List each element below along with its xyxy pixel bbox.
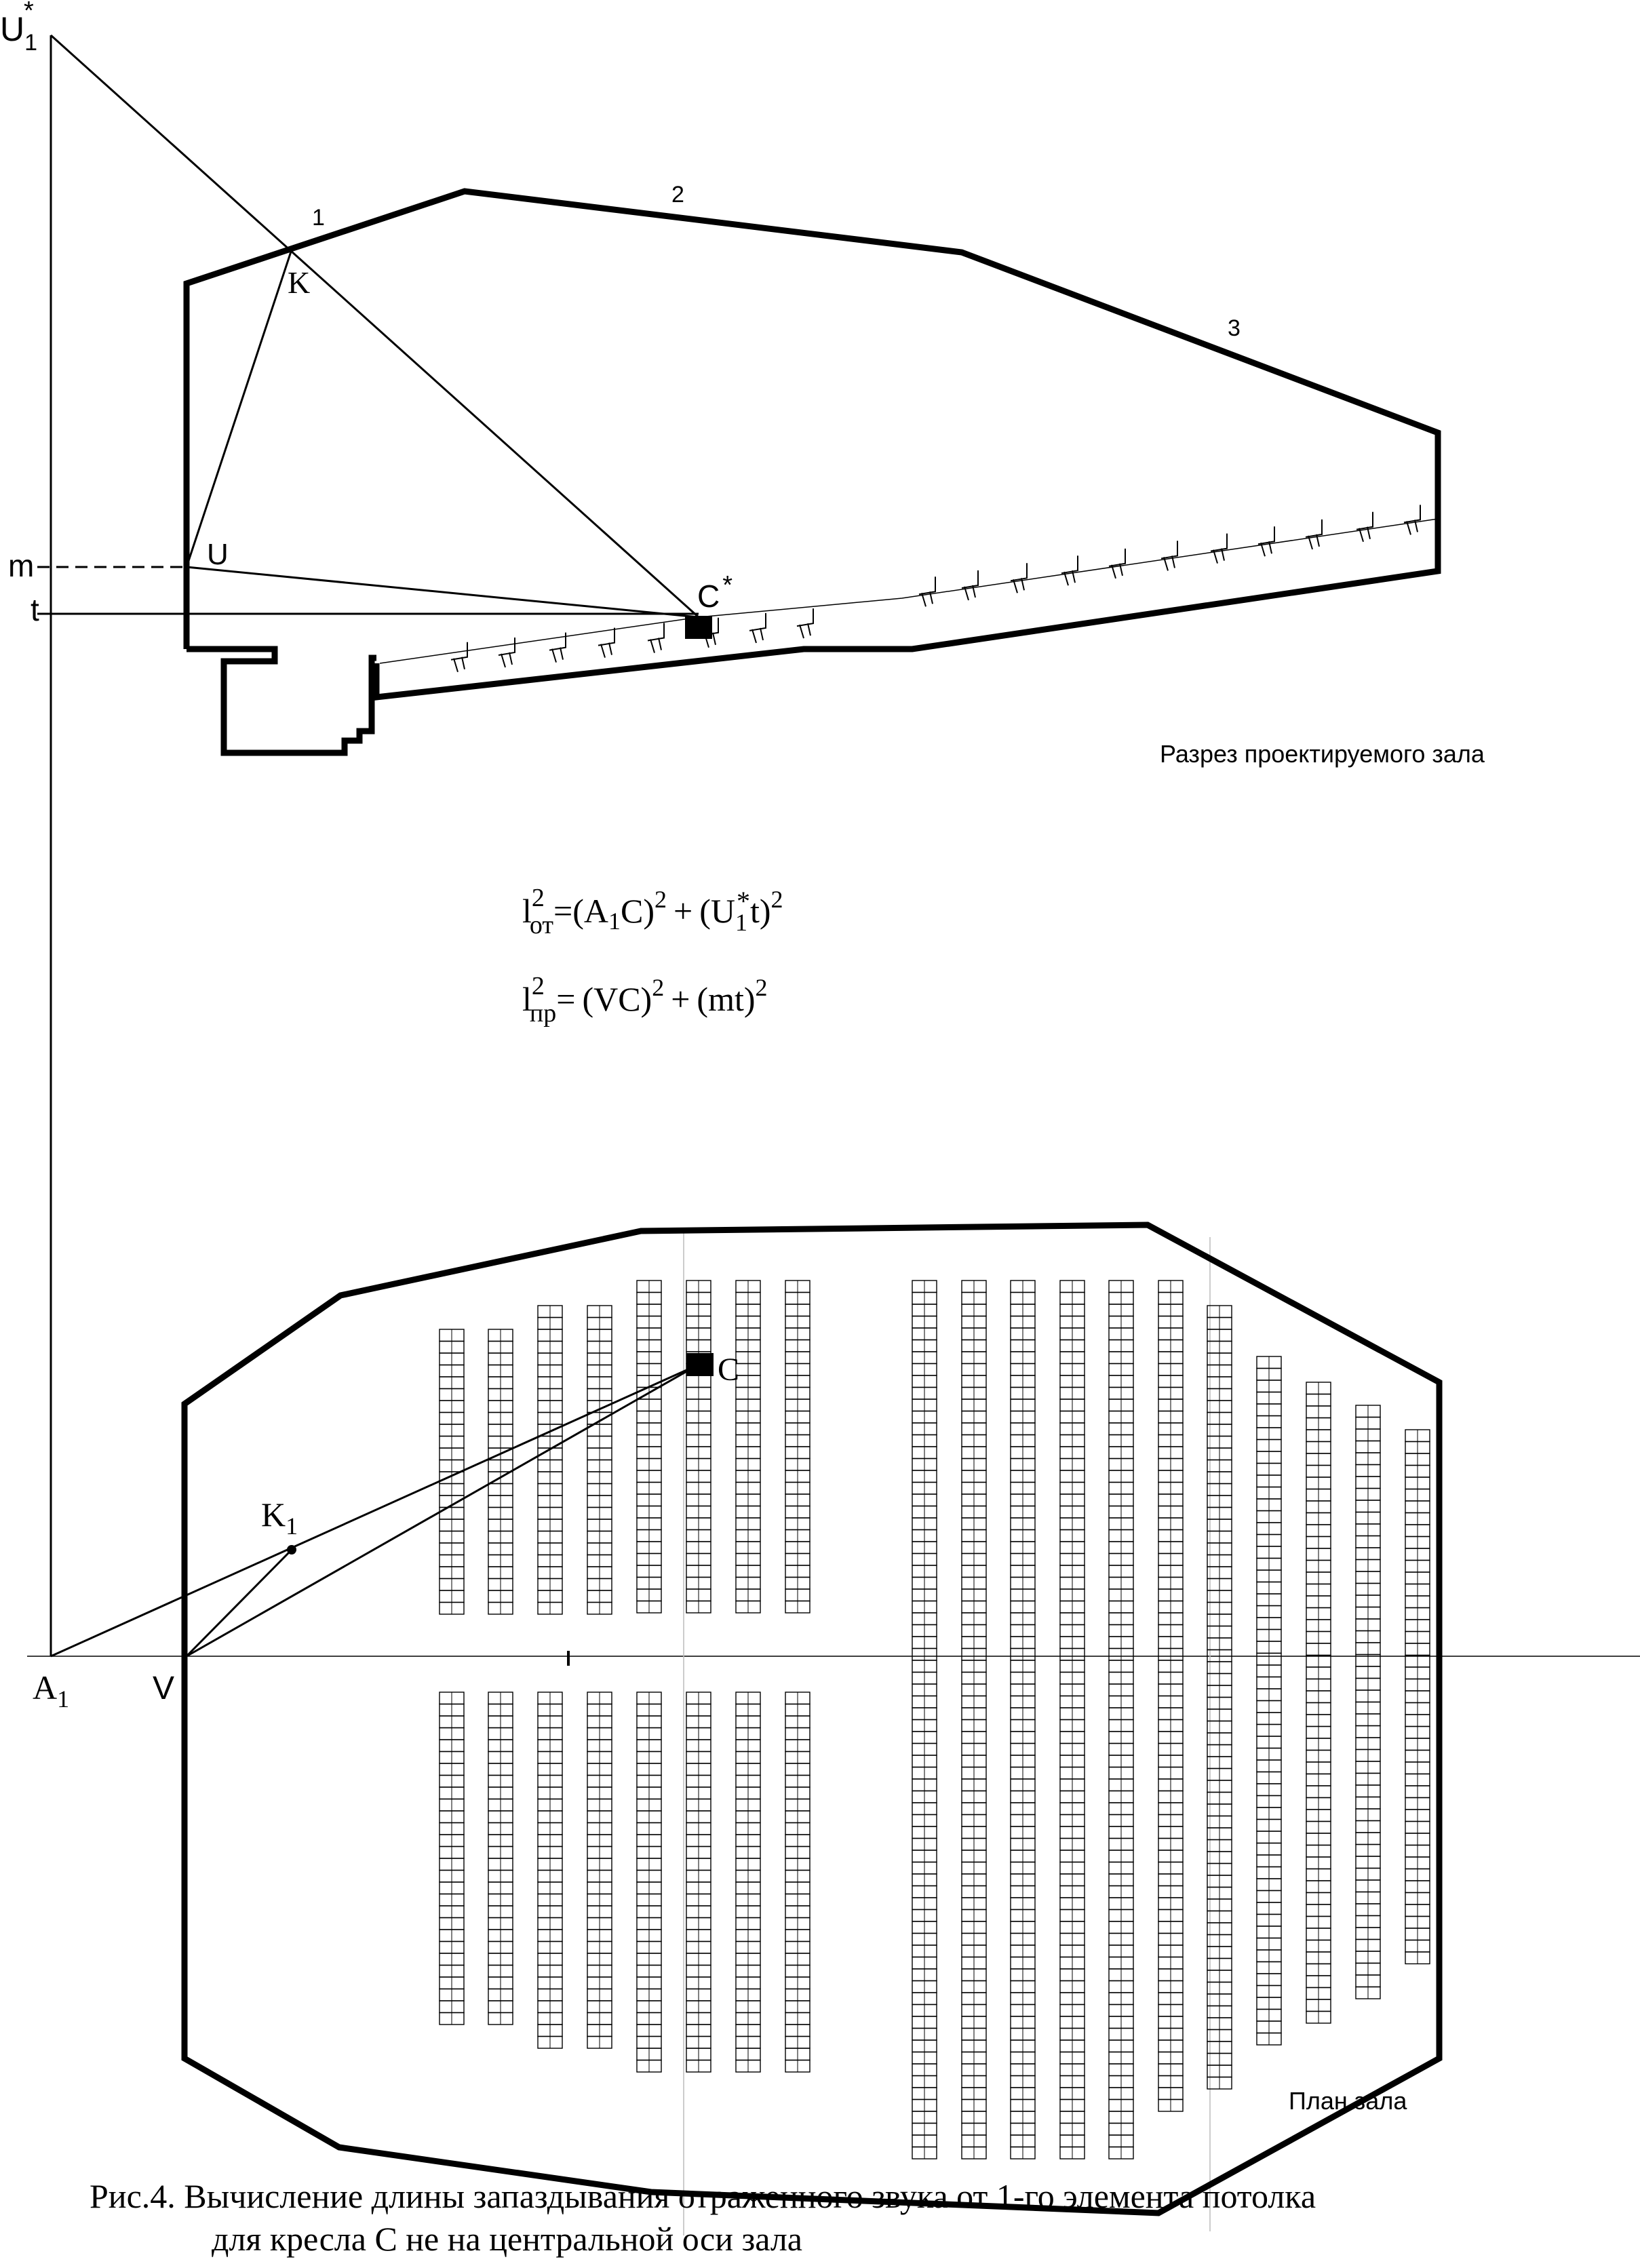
section-seat: [648, 623, 664, 653]
line-u1-cstar: [51, 35, 699, 617]
plan-view: [27, 1225, 1640, 2235]
figure-caption-line-1: Рис.4. Вычисление длины запаздывания отраженного звука от 1-го элемента потолка: [90, 2177, 1316, 2215]
section-seat: [451, 642, 467, 672]
ceiling-element-1-label: 1: [312, 205, 325, 231]
section-seat: [1011, 563, 1027, 593]
point-c-star-label: C *: [697, 571, 733, 614]
point-c-label: C: [718, 1352, 740, 1388]
figure-caption: [90, 2177, 1316, 2258]
line-u-cstar: [187, 567, 699, 617]
line-u-k: [187, 250, 292, 567]
point-m-label: m: [8, 548, 35, 583]
figure-caption-line-2: для кресла С не на центральной оси зала: [212, 2220, 802, 2258]
point-t-label: t: [31, 592, 39, 627]
point-u-label: U: [207, 538, 229, 571]
ceiling-element-3-label: 3: [1228, 315, 1241, 341]
formula-direct: $l^2$ пр= (VC)$^2$ + (mt)$^2$: [522, 972, 768, 1028]
section-seat: [962, 570, 978, 600]
section-seat: [1404, 505, 1420, 534]
section-seat: [1061, 555, 1078, 585]
section-seat: [1306, 520, 1322, 549]
section-seat: [1258, 526, 1274, 556]
seat-c-star-marker: [685, 616, 712, 639]
section-hall-outline: [187, 191, 1438, 697]
point-a1-label: $A_1$: [33, 1668, 70, 1713]
section-seat: [598, 628, 614, 658]
section-stage-outline: [187, 649, 376, 753]
plan-seats: [440, 1280, 1430, 2159]
section-seat: [749, 613, 766, 643]
section-seat: [797, 608, 813, 638]
plan-caption: План зала: [1289, 2087, 1407, 2115]
section-caption: Разрез проектируемого зала: [1160, 740, 1485, 768]
point-k1-dot: [287, 1545, 296, 1555]
formulas: [522, 884, 783, 1028]
point-k-label: K: [288, 265, 311, 300]
line-v-k1: [187, 1550, 292, 1656]
seat-c-marker: [686, 1353, 714, 1376]
section-seat: [1109, 549, 1125, 579]
section-seat: [919, 576, 935, 606]
point-k1-label: $K_1$: [261, 1495, 298, 1540]
section-seating-line: [380, 519, 1438, 663]
line-a1-c: [51, 1365, 699, 1656]
section-seat: [1356, 512, 1373, 542]
ceiling-element-2-label: 2: [671, 182, 684, 208]
point-u1-star-label: $U_1*$: [0, 0, 38, 56]
plan-hall-outline: [184, 1225, 1439, 2213]
section-seat: [1161, 541, 1177, 570]
section-seat: [499, 638, 515, 667]
formula-reflected: $l^2$ $от=(A_1C)^2 + (U_1*t)^2$: [522, 884, 783, 939]
section-seat: [1211, 534, 1227, 564]
point-v-label: V: [153, 1670, 175, 1706]
